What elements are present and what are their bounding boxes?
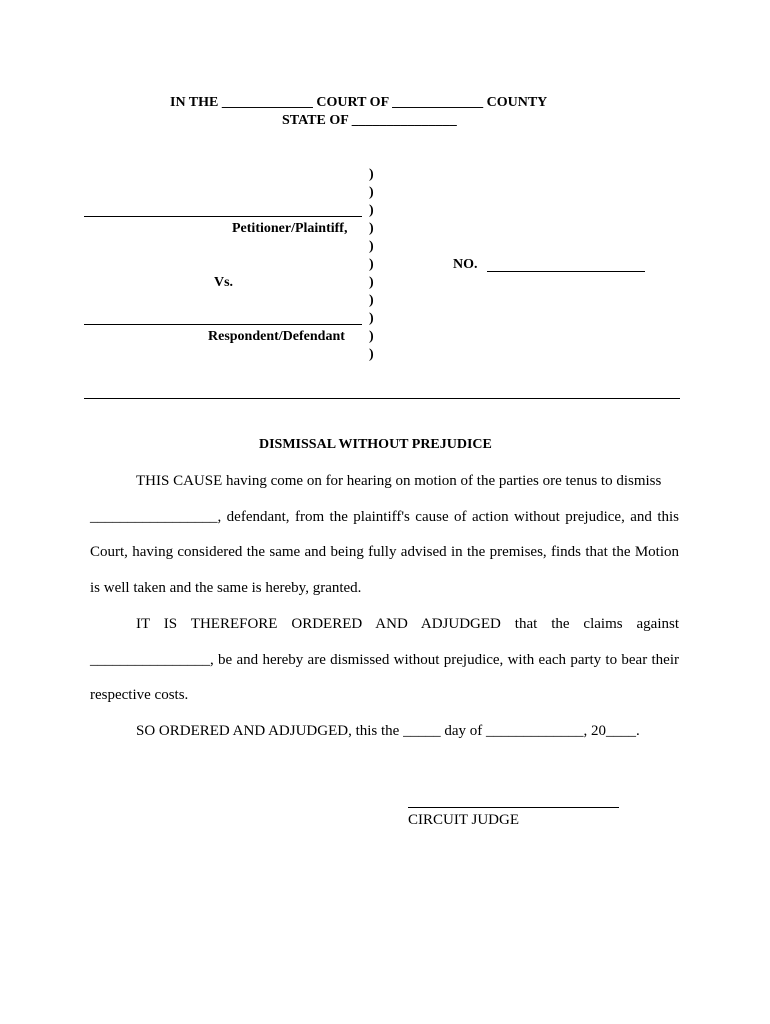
caption-paren: ) (369, 239, 374, 254)
caption-paren: ) (369, 329, 374, 344)
caption-paren: ) (369, 185, 374, 200)
paragraph-3-line-1: SO ORDERED AND ADJUDGED, this the _____ day of _____________, 20____. (136, 723, 640, 739)
caption-paren: ) (369, 275, 374, 290)
paragraph-2-line-1: IT IS THEREFORE ORDERED AND ADJUDGED that the claims against (136, 616, 679, 632)
caption-paren: ) (369, 311, 374, 326)
paragraph-1-line-3: Court, having considered the same and being fully advised in the premises, finds that the Motion (90, 544, 679, 560)
judge-signature-line (408, 807, 619, 808)
caption-divider (84, 398, 680, 399)
caption-paren: ) (369, 221, 374, 236)
state-header-line: STATE OF _______________ (282, 113, 457, 128)
paragraph-2-line-3: respective costs. (90, 687, 189, 703)
respondent-label: Respondent/Defendant (208, 329, 345, 344)
case-number-label: NO. (453, 257, 478, 272)
versus-label: Vs. (214, 275, 234, 290)
court-header-line: IN THE _____________ COURT OF _____________ COUNTY (170, 95, 548, 110)
paragraph-1-line-2: _________________, defendant, from the plaintiff's cause of action without prejudice, and this (90, 509, 679, 525)
paragraph-1-line-4: is well taken and the same is hereby, granted. (90, 580, 362, 596)
petitioner-name-line (84, 216, 362, 217)
judge-signature-label: CIRCUIT JUDGE (408, 812, 519, 828)
caption-paren: ) (369, 203, 374, 218)
case-number-line (487, 271, 645, 272)
paragraph-2-line-2: ________________, be and hereby are dismissed without prejudice, with each party to bear their (90, 652, 679, 668)
petitioner-label: Petitioner/Plaintiff, (232, 221, 348, 236)
paragraph-1-line-1: THIS CAUSE having come on for hearing on motion of the parties ore tenus to dismiss (136, 473, 662, 489)
respondent-name-line (84, 324, 362, 325)
document-title: DISMISSAL WITHOUT PREJUDICE (259, 437, 492, 452)
caption-paren: ) (369, 347, 374, 362)
caption-paren: ) (369, 257, 374, 272)
caption-paren: ) (369, 167, 374, 182)
caption-paren: ) (369, 293, 374, 308)
